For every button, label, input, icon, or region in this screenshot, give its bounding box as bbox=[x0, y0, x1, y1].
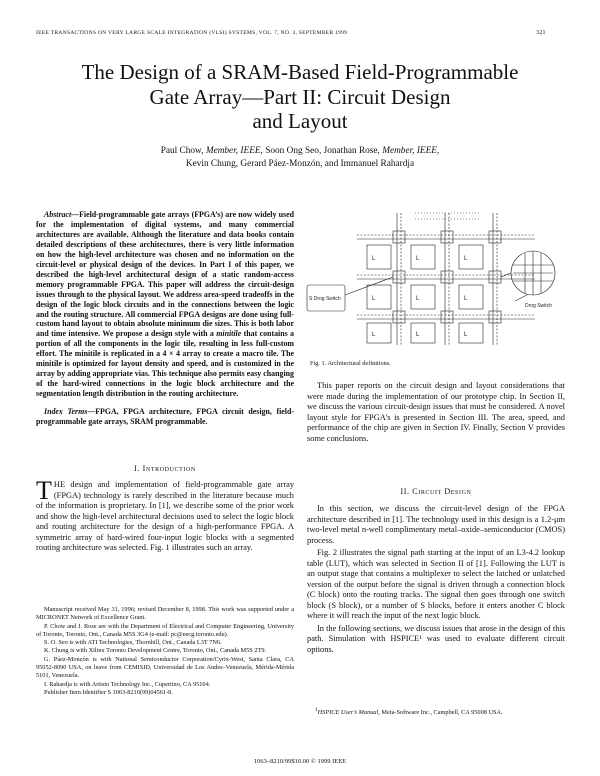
intro-first-line: HE design and implementation of field-programmable bbox=[53, 480, 253, 489]
right-column-intro bbox=[307, 381, 565, 444]
intro-body bbox=[36, 476, 295, 554]
author-line-1 bbox=[0, 145, 600, 158]
figure-1-architecture bbox=[305, 205, 565, 355]
hspice-footnote: $^1$HSPICE User’s Manual, Meta-Software Inc., Campbell, CA 95008 USA. bbox=[315, 707, 503, 717]
index-terms bbox=[36, 407, 294, 427]
abstract-text-2: that contains a portion of all the components in the logic tile, resulting in less full-custom effort. The minitile is replicated in a 4 × 4 array to create a macro tile. The minitile is optimized for layout density and speed, and is customized in the array by adding appropriate vias. This technique also permits easy changing of the hard-wired connections in the logic block architecture and the segmentation length distribution in the routing architecture. bbox=[36, 329, 294, 399]
logic-block-label: L bbox=[464, 296, 468, 302]
author-line-2: Kevin Chung, Gerard Páez-Monzón, and Immanuel Rahardja bbox=[185, 158, 415, 169]
title-line-2: Gate Array—Part II: Circuit Design bbox=[149, 84, 451, 109]
section-2-heading: II. Circuit Design bbox=[400, 487, 472, 496]
author-list bbox=[0, 145, 600, 170]
copyright-footer: 1063–8210/99$10.00 © 1999 IEEE bbox=[253, 758, 347, 765]
logic-block-label: L bbox=[464, 332, 468, 338]
title-line-1: The Design of a SRAM-Based Field-Programmable bbox=[81, 60, 519, 84]
paper-title bbox=[0, 60, 600, 134]
author-footnotes bbox=[36, 606, 294, 697]
left-column bbox=[36, 210, 294, 427]
logic-block-label: L bbox=[372, 296, 376, 302]
footnote-chung: K. Chung is with Xilinx Toronto Development Centre, Toronto, Ont., Canada M5S 2T9. bbox=[44, 647, 267, 655]
footnote-publisher-id: Publisher Item Identifier S 1063-8210(99)04561-8. bbox=[44, 688, 173, 696]
logic-block-label: L bbox=[416, 296, 420, 302]
footnote-chow-rose: P. Chow and J. Rose are with the Department of Electrical and Computer Engineering, University of Toronto, Toronto, Ont., Canada M5S 3G4 (e-mail: pc@eecg.toronto.edu). bbox=[36, 622, 294, 638]
abstract-label: Abstract— bbox=[44, 210, 80, 219]
simulation-paragraph: In the following sections, we discuss issues that arose in the design of this path. Simulation with HSPICE¹ was used to evaluate different circuit options. bbox=[307, 623, 565, 654]
paper-overview: This paper reports on the circuit design and layout considerations that were made during the implementation of our prototype chip. In Section II, we discuss the various circuit-design issues that must be considered. A novel layout style for FPGA’s is presented in Section III. The area, speed, and performance of the chip are given in Section IV. Finally, Section V provides some conclusions. bbox=[307, 381, 565, 443]
signal-path-paragraph: Fig. 2 illustrates the signal path starting at the input of an L3-4.2 lookup table (LUT), which was selected in Section II of [1]. Following the LUT is an output stage that contains a multiplexer to select the latched or unlatched version of the output before the signal is driven through a connection block (C block) onto the routing tracks. The signal then goes through one switch block (S block), or a number of S blocks, before it enters another C block where it will reach the input of the next logic block. bbox=[307, 548, 565, 620]
drog-switch-label: Drog Switch bbox=[525, 303, 552, 309]
logic-block-label: L bbox=[372, 332, 376, 338]
index-terms-text: FPGA, FPGA architecture, FPGA circuit design, field-programmable gate arrays, SRAM programmable. bbox=[36, 407, 295, 427]
index-terms-label: Index Terms— bbox=[44, 407, 96, 417]
footnote-rahardja: I. Rahardja is with Artisto Technology Inc., Cupertino, CA 95104. bbox=[44, 680, 211, 688]
running-header: IEEE TRANSACTIONS ON VERY LARGE SCALE INTEGRATION (VLSI) SYSTEMS, VOL. 7, NO. 3, SEPTEMBER 1999 bbox=[36, 30, 348, 36]
logic-block-label: L bbox=[464, 256, 468, 262]
intro-rest: gate array (FPGA) technology is rarely described in the literature because much of the information is proprietary. In [1], we describe some of the prior work and show the high-level architectural decisions used to select the logic block and routing architecture for the design of a high-performance FPGA. A symmetric array of hard-wired four-input logic blocks with a segmented routing architecture was selected. Fig. 1 illustrates such an array. bbox=[36, 480, 295, 552]
circuit-design-paragraph: In this section, we discuss the circuit-level design of the FPGA architecture described in [1]. The technology used in this design is a 1.2-μm two-level metal n-well complimentary metal–oxide–semiconductor (CMOS) process. bbox=[307, 504, 565, 545]
section-2-body bbox=[307, 504, 565, 655]
s-switch-label: S Drog Switch bbox=[309, 296, 341, 302]
author-name: Soon Ong Seo, Jonathan Rose, bbox=[265, 146, 380, 156]
abstract bbox=[36, 210, 294, 399]
logic-block-label: L bbox=[416, 332, 420, 338]
title-line-3: and Layout bbox=[252, 109, 348, 133]
author-name: Paul Chow, bbox=[160, 146, 204, 156]
section-1-heading: I. Introduction bbox=[134, 464, 196, 473]
footnote-seo: S. O. Seo is with ATI Technologies, Thornhill, Ont., Canada L3T 7N6. bbox=[44, 639, 222, 647]
abstract-minitile: minitile bbox=[216, 329, 242, 339]
page-number: 321 bbox=[536, 30, 546, 36]
logic-block-label: L bbox=[416, 256, 420, 262]
intro-paragraph bbox=[36, 476, 295, 554]
footnote-manuscript: Manuscript received May 31, 1996; revised December 8, 1998. This work was supported under a MICRONET Network of Excellence Grant. bbox=[36, 606, 294, 622]
membership: Member, IEEE, bbox=[382, 146, 440, 156]
footnote-paez: G. Páez-Monzón is with National Semiconductor Corporation/Cyrix-West, Santa Clara, CA 95052-8090 USA, on leave from CEMISID, Universidad de Los Andes–Venezuela, Mérida-Mérida 5101, Venezuela. bbox=[36, 655, 294, 680]
membership: Member, IEEE, bbox=[205, 146, 263, 156]
drop-cap: T bbox=[36, 476, 52, 505]
abstract-text: Field-programmable gate arrays (FPGA’s) are now widely used for the implementation of digital systems, and many commercial architectures are available. Although the literature and data books contain detailed descriptions of these architectures, there is very little information on how the high-level architecture was chosen and no information on the circuit-level or physical design of the devices. In Part I of this paper, we described the high-level architectural design of a static random-access memory programmable FPGA. This paper will address the circuit-design issues through to the physical layout. We address area-speed tradeoffs in the design of the logic block circuits and in the connections between the logic and the routing structure. All commercial FPGA designs are done using full-custom hand layout to obtain absolute minimum die sizes. This is both labor and time intensive. We propose a design style with a bbox=[36, 210, 294, 339]
logic-block-label: L bbox=[372, 256, 376, 262]
figure-1-caption: Fig. 1. Architectural definitions. bbox=[310, 360, 391, 367]
